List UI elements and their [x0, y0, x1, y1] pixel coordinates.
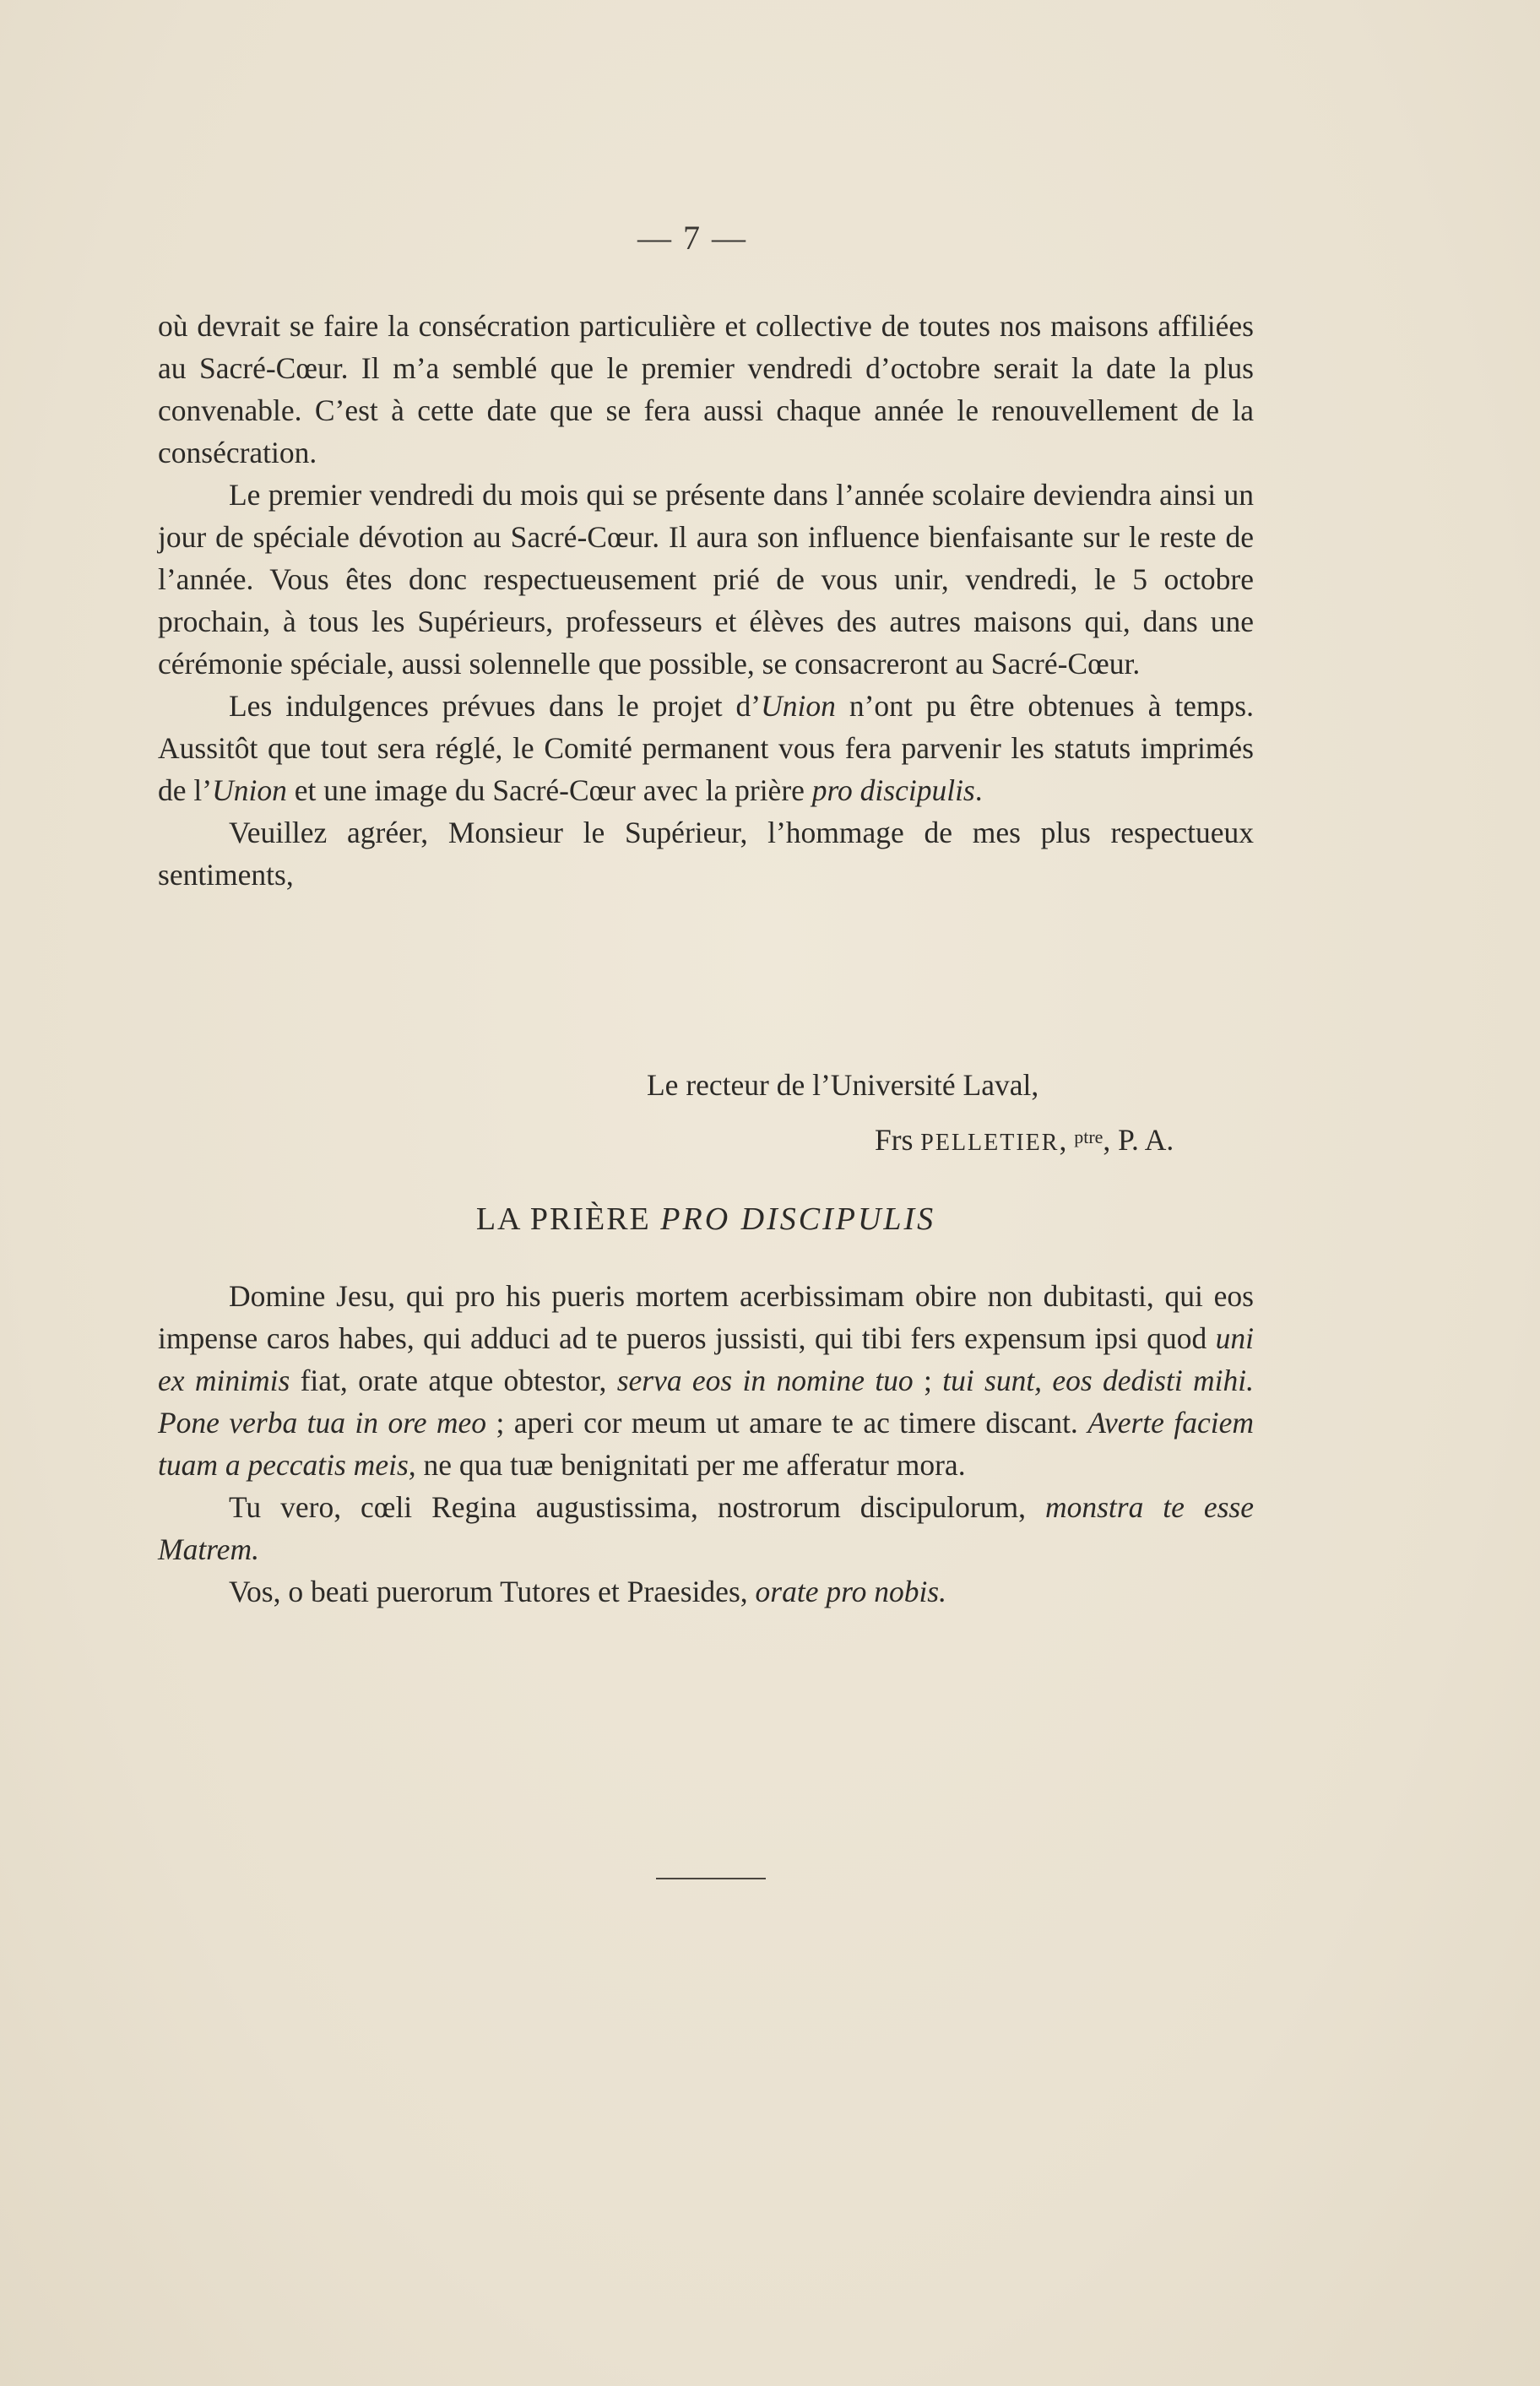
prayer-heading	[0, 1201, 1412, 1238]
text-run: n’ont pu être obtenues à temps. Aussitôt que tout sera réglé, le Comité permanent vous fera parvenir les statuts imprimés de l’	[158, 689, 1254, 807]
signature-suffix: , P. A.	[1103, 1123, 1174, 1157]
text-run: Tu vero, cœli Regina augustissima, nostrorum discipulorum,	[229, 1490, 1045, 1524]
page-number: — 7 —	[637, 219, 747, 257]
signature-prefix: Frs	[875, 1123, 921, 1157]
text-run: Domine Jesu, qui pro his pueris mortem acerbissimam obire non dubitasti, qui eos impense caros habes, qui adduci ad te pueros jussisti, qui tibi fers expensum ipsi quod	[158, 1279, 1254, 1355]
letter-closing: Veuillez agréer, Monsieur le Supérieur, l’hommage de mes plus respectueux sentiments,	[158, 816, 1254, 892]
italic-run: serva eos in nomine tuo	[616, 1364, 914, 1397]
letter-paragraph-2: Le premier vendredi du mois qui se présente dans l’année scolaire deviendra ainsi un jour de spéciale dévotion au Sacré-Cœur. Il aura son influence bienfaisante sur le reste de l’année. Vous êtes donc respectueusement prié de vous unir, vendredi, le 5 octobre prochain, à tous les Supérieurs, professeurs et élèves des autres maisons qui, dans une cérémonie spéciale, aussi solennelle que possible, se consacreront au Sacré-Cœur.	[158, 478, 1254, 681]
italic-run: orate pro nobis.	[755, 1575, 947, 1608]
letter-body	[158, 305, 1254, 896]
heading-plain: LA PRIÈRE	[475, 1201, 661, 1237]
text-run: et une image du Sacré-Cœur avec la prière	[286, 773, 812, 807]
prayer-paragraph-3	[158, 1570, 1254, 1613]
letter-paragraph-1: où devrait se faire la consécration particulière et collective de toutes nos maisons affiliées au Sacré-Cœur. Il m’a semblé que le premier vendredi d’octobre serait la date la plus convenable. C’est à cette date que se fera aussi chaque année le renouvellement de la consécration.	[158, 309, 1254, 469]
text-run: ne qua tuæ benignitati per me afferatur mora.	[415, 1448, 966, 1482]
prayer-body	[158, 1275, 1254, 1613]
prayer-paragraph-1	[158, 1275, 1254, 1486]
italic-run: uni ex minimis	[158, 1321, 1254, 1397]
signature-separator: ,	[1059, 1123, 1075, 1157]
prayer-paragraph-2	[158, 1486, 1254, 1570]
heading-italic: PRO DISCIPULIS	[660, 1201, 936, 1237]
text-run: fiat, orate atque obtestor,	[290, 1364, 617, 1397]
italic-run: Averte faciem tuam a peccatis meis,	[158, 1406, 1254, 1482]
end-rule	[656, 1878, 766, 1879]
text-run: Les indulgences prévues dans le projet d’	[229, 689, 762, 723]
italic-union: Union	[761, 689, 836, 723]
signature-name: PELLETIER	[920, 1130, 1060, 1156]
signature-title: Le recteur de l’Université Laval,	[647, 1068, 1039, 1102]
text-run: .	[974, 773, 983, 807]
italic-pro-discipulis: pro discipulis	[811, 773, 975, 807]
text-run: ;	[913, 1364, 943, 1397]
italic-run: monstra te esse Matrem.	[158, 1490, 1254, 1566]
text-run: Vos, o beati puerorum Tutores et Praesides,	[229, 1575, 756, 1608]
letter-paragraph-3	[158, 685, 1254, 811]
italic-run: tui sunt, eos dedisti mihi. Pone verba tua in ore meo	[158, 1364, 1254, 1440]
signature-ptre: ptre	[1074, 1126, 1103, 1147]
italic-union: Union	[212, 773, 287, 807]
signature	[875, 1116, 1174, 1164]
text-run: ; aperi cor meum ut amare te ac timere discant.	[486, 1406, 1088, 1440]
